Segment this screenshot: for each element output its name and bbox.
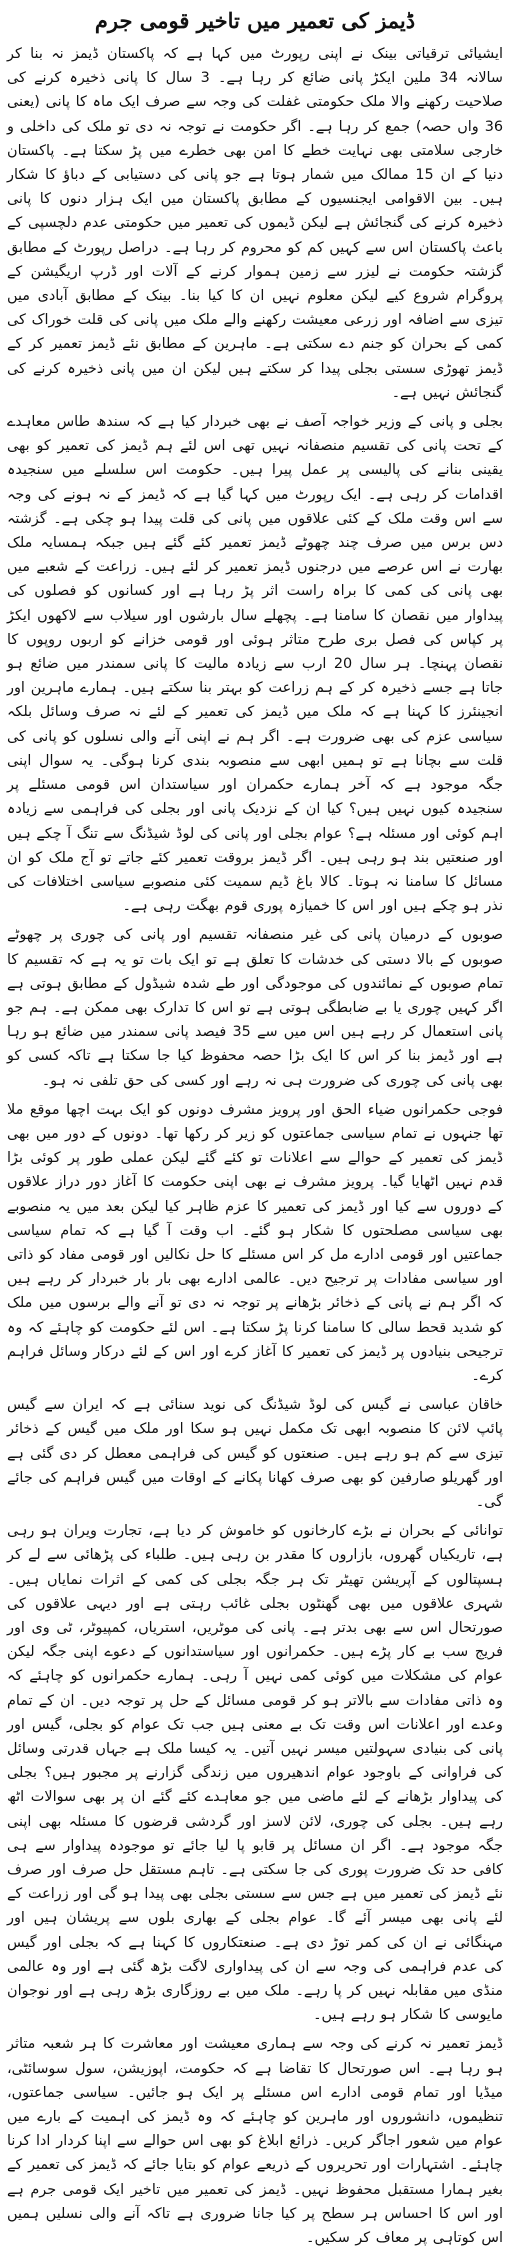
article-paragraph: ایشیائی ترقیاتی بینک نے اپنی رپورٹ میں کہا ہے کہ پاکستان ڈیمز نہ بنا کر سالانہ 34 ملین ایکڑ پانی ضائع کر رہا ہے۔ 3 سال کا پانی ذخیرہ کرنے کی صلاحیت رکھنے والا ملک حکومتی غفلت کی وجہ سے صرف ایک ماہ کا پانی (یعنی 36 واں حصہ) جمع کر رہا ہے۔ اگر حکومت نے توجہ نہ دی تو ملک کی داخلی و خارجی سلامتی بھی نہایت خطے کا امن بھی خطرے میں پڑ سکتا ہے۔ پاکستان دنیا کے ان 15 ممالک میں شمار ہوتا ہے جو پانی کی دستیابی کے دباؤ کا شکار ہیں۔ بین الاقوامی ایجنسیوں کے مطابق پاکستان میں ایک ہزار دنوں کا پانی ذخیرہ کرنے کی گنجائش ہے لیکن ڈیموں کی تعمیر میں حکومتی عدم دلچسپی کے باعث پاکستان اس سے کہیں کم کو محروم کر رہا ہے۔ دراصل رپورٹ کے مطابق گزشتہ حکومت نے لیزر سے زمین ہموار کرنے کے آلات اور ڈرپ اریگیشن کے پروگرام شروع کیے لیکن معلوم نہیں ان کا کیا بنا۔ بینک کے مطابق آبادی میں تیزی سے اضافہ اور زرعی معیشت رکھنے والے ملک میں پانی کی قلت خوراک کی کمی کے بحران کو جنم دے سکتی ہے۔ ماہرین کے مطابق نئے ڈیمز تعمیر کر کے ڈیمز تھوڑی سستی بجلی پیدا کر سکتے ہیں لیکن ان میں پانی ذخیرہ کرنے کی گنجائش نہیں ہے۔ (7, 46, 504, 401)
article-paragraph: بجلی و پانی کے وزیر خواجہ آصف نے بھی خبردار کیا ہے کہ سندھ طاس معاہدے کے تحت پانی کی تقسیم منصفانہ نہیں تھی اس لئے ہم ڈیمز کی تعمیر کو بھی یقینی بنانے کی پالیسی پر عمل پیرا ہیں۔ حکومت اس سلسلے میں سنجیدہ اقدامات کر رہی ہے۔ ایک رپورٹ میں کہا گیا ہے کہ ڈیمز کے نہ ہونے کی وجہ سے اس وقت ملک کے کئی علاقوں میں پانی کی قلت پیدا ہو چکی ہے۔ گزشتہ دس برس میں صرف چند چھوٹے ڈیمز تعمیر کئے گئے ہیں جبکہ ہمسایہ ملک بھارت نے اس عرصے میں درجنوں ڈیمز تعمیر کر لئے ہیں۔ زراعت کے شعبے میں بھی پانی کی کمی کا براہ راست اثر پڑ رہا ہے اور کسانوں کو فصلوں کی پیداوار میں نقصان کا سامنا ہے۔ پچھلے سال بارشوں اور سیلاب سے لاکھوں ایکڑ پر کپاس کی فصل بری طرح متاثر ہوئی اور قومی خزانے کو اربوں روپوں کا نقصان پہنچا۔ ہر سال 20 ارب سے زیادہ مالیت کا پانی سمندر میں ضائع ہو جاتا ہے جسے ذخیرہ کر کے ہم زراعت کو بہتر بنا سکتے ہیں۔ ہمارے ماہرین اور انجینئرز کا کہنا ہے کہ ملک میں ڈیمز کی تعمیر کے لئے نہ صرف وسائل بلکہ سیاسی عزم کی بھی ضرورت ہے۔ اگر ہم نے اپنی آنے والی نسلوں کو پانی کی قلت سے بچانا ہے تو ہمیں ابھی سے منصوبہ بندی کرنا ہوگی۔ یہ سوال اپنی جگہ موجود ہے کہ آخر ہمارے حکمران اور سیاستدان اس قومی مسئلے پر سنجیدہ کیوں نہیں ہیں؟ کیا ان کے نزدیک پانی اور بجلی کی فراہمی سے زیادہ اہم کوئی اور مسئلہ ہے؟ عوام بجلی اور پانی کی لوڈ شیڈنگ سے تنگ آ چکے ہیں اور صنعتیں بند ہو رہی ہیں۔ اگر ڈیمز بروقت تعمیر کئے جاتے تو آج ملک کو ان مسائل کا سامنا نہ ہوتا۔ کالا باغ ڈیم سمیت کئی منصوبے سیاسی اختلافات کی نذر ہو چکے ہیں اور اس کا خمیازہ پوری قوم بھگت رہی ہے۔ (7, 414, 503, 915)
article-paragraph: توانائی کے بحران نے بڑے کارخانوں کو خاموش کر دیا ہے، تجارت ویران ہو رہی ہے، تاریکیاں گھروں، بازاروں کا مقدر بن رہی ہیں۔ طلباء کی پڑھائی سے لے کر ہسپتالوں کے آپریشن تھیٹر تک ہر جگہ بجلی کی کمی کے اثرات نمایاں ہیں۔ شہری علاقوں میں بھی گھنٹوں بجلی غائب رہتی ہے اور دیہی علاقوں کی صورتحال اس سے بھی بدتر ہے۔ پانی کی موٹریں، استریاں، کمپیوٹر، ٹی وی اور فریج سب بے کار پڑے ہیں۔ حکمرانوں اور سیاستدانوں کے دعوے اپنی جگہ لیکن عوام کی مشکلات میں کوئی کمی نہیں آ رہی۔ ہمارے حکمرانوں کو چاہئے کہ وہ ذاتی مفادات سے بالاتر ہو کر قومی مسائل کے حل پر توجہ دیں۔ ان کے تمام وعدے اور اعلانات اس وقت تک بے معنی ہیں جب تک عوام کو بجلی، گیس اور پانی کی بنیادی سہولتیں میسر نہیں آتیں۔ یہ کیسا ملک ہے جہاں قدرتی وسائل کی فراوانی کے باوجود عوام اندھیروں میں زندگی گزارنے پر مجبور ہیں؟ بجلی کی پیداوار بڑھانے کے لئے ماضی میں جو معاہدے کئے گئے ان پر بھی سوالات اٹھ رہے ہیں۔ بجلی کی چوری، لائن لاسز اور گردشی قرضوں کا مسئلہ بھی اپنی جگہ موجود ہے۔ اگر ان مسائل پر قابو پا لیا جائے تو موجودہ پیداوار سے ہی کافی حد تک ضرورت پوری کی جا سکتی ہے۔ تاہم مستقل حل صرف اور صرف نئے ڈیمز کی تعمیر میں ہے جس سے سستی بجلی بھی پیدا ہو گی اور زراعت کے لئے پانی بھی میسر آئے گا۔ عوام بجلی کے بھاری بلوں سے پریشان ہیں اور مہنگائی نے ان کی کمر توڑ دی ہے۔ صنعتکاروں کا کہنا ہے کہ بجلی اور گیس کی عدم فراہمی کی وجہ سے ان کی پیداواری لاگت بڑھ گئی ہے اور وہ عالمی منڈی میں مقابلہ نہیں کر پا رہے۔ ملک میں بے روزگاری بڑھ رہی ہے اور نوجوان مایوسی کا شکار ہو رہے ہیں۔ (7, 1523, 503, 2024)
article-body (7, 42, 503, 2250)
article-paragraph: صوبوں کے درمیان پانی کی غیر منصفانہ تقسیم اور پانی کی چوری پر چھوٹے صوبوں کے بالا دستی کی خدشات کا تعلق ہے تو ایک بات تو یہ ہے کہ تقسیم کا تمام صوبوں کے نمائندوں کی موجودگی اور طے شدہ شیڈول کے مطابق ہوتی ہے اگر کہیں چوری یا بے ضابطگی ہوتی ہے تو اس کا تدارک بھی ممکن ہے۔ ہم جو پانی استعمال کر رہے ہیں اس میں سے 35 فیصد پانی سمندر میں ضائع ہو رہا ہے اور ڈیمز بنا کر اس کا ایک بڑا حصہ محفوظ کیا جا سکتا ہے تاکہ کسی کو بھی پانی کی چوری کی ضرورت ہی نہ رہے اور کسی کی حق تلفی نہ ہو۔ (7, 927, 503, 1089)
article-paragraph: ڈیمز تعمیر نہ کرنے کی وجہ سے ہماری معیشت اور معاشرت کا ہر شعبہ متاثر ہو رہا ہے۔ اس صورتحال کا تقاضا ہے کہ حکومت، اپوزیشن، سول سوسائٹی، میڈیا اور تمام قومی ادارے اس مسئلے پر ایک ہو جائیں۔ سیاسی جماعتوں، تنظیموں، دانشوروں اور ماہرین کو چاہئے کہ وہ ڈیمز کی اہمیت کے بارے میں عوام میں شعور اجاگر کریں۔ ذرائع ابلاغ کو بھی اس حوالے سے اپنا کردار ادا کرنا چاہئے۔ اشتہارات اور تحریروں کے ذریعے عوام کو بتایا جائے کہ ڈیمز کی تعمیر کے بغیر ہمارا مستقبل محفوظ نہیں۔ ڈیمز کی تعمیر میں تاخیر ایک قومی جرم ہے اور اس کا احساس ہر سطح پر کیا جانا ضروری ہے تاکہ آنے والی نسلیں ہمیں اس کوتاہی پر معاف کر سکیں۔ (7, 2036, 503, 2247)
article-paragraph: فوجی حکمرانوں ضیاء الحق اور پرویز مشرف دونوں کو ایک بہت اچھا موقع ملا تھا جنہوں نے تمام سیاسی جماعتوں کو زیر کر رکھا تھا۔ دونوں کے دور میں بھی ڈیمز کی تعمیر کے حوالے سے اعلانات تو کئے گئے لیکن عملی طور پر کوئی بڑا قدم نہیں اٹھایا گیا۔ پرویز مشرف نے بھی اپنی حکومت کا آغاز دور دراز علاقوں کے دوروں سے کیا اور ڈیمز کی تعمیر کا عزم ظاہر کیا لیکن بعد میں یہ منصوبے بھی سیاسی مصلحتوں کا شکار ہو گئے۔ اب وقت آ گیا ہے کہ تمام سیاسی جماعتیں اور قومی ادارے مل کر اس مسئلے کا حل نکالیں اور قومی مفاد کو ذاتی اور سیاسی مفادات پر ترجیح دیں۔ عالمی ادارے بھی بار بار خبردار کر رہے ہیں کہ اگر ہم نے پانی کے ذخائر بڑھانے پر توجہ نہ دی تو آنے والے برسوں میں ملک کو شدید قحط سالی کا سامنا کرنا پڑ سکتا ہے۔ اس لئے حکومت کو چاہئے کہ وہ ترجیحی بنیادوں پر ڈیمز کی تعمیر کا آغاز کرے اور اس کے لئے درکار وسائل فراہم کرے۔ (7, 1101, 503, 1384)
article-headline: ڈیمز کی تعمیر میں تاخیر قومی جرم (94, 8, 416, 33)
article-paragraph: خاقان عباسی نے گیس کی لوڈ شیڈنگ کی نوید سنائی ہے کہ ایران سے گیس پائپ لائن کا منصوبہ ابھی تک مکمل نہیں ہو سکا اور ملک میں گیس کے ذخائر تیزی سے کم ہو رہے ہیں۔ صنعتوں کو گیس کی فراہمی معطل کر دی گئی ہے اور گھریلو صارفین کو بھی صرف کھانا پکانے کے اوقات میں گیس فراہم کی جائے گی۔ (7, 1397, 503, 1510)
